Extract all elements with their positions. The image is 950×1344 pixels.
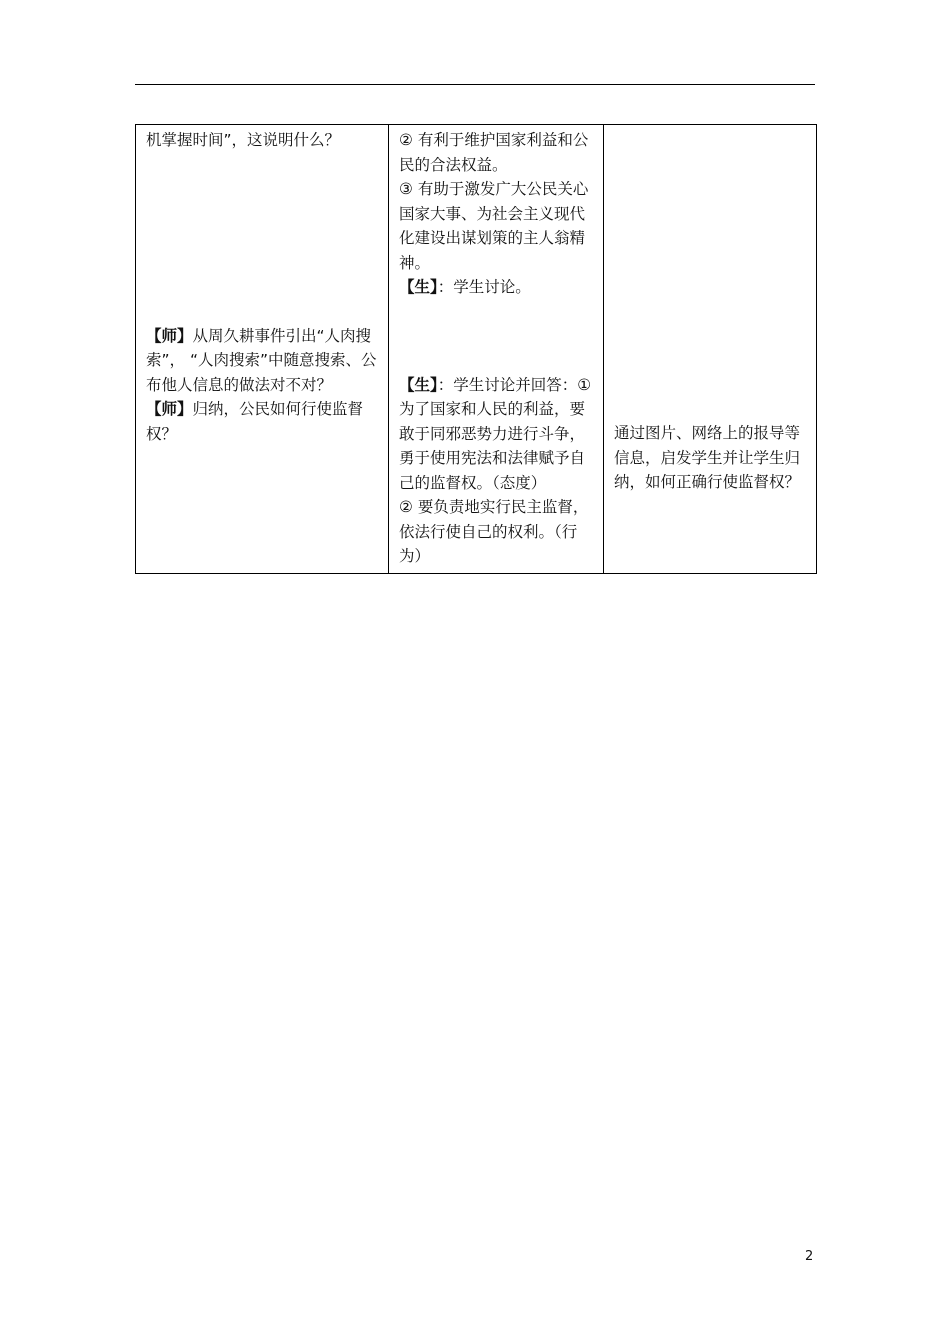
answer-point: ② 有利于维护国家利益和公民的合法权益。 (399, 131, 589, 174)
teacher-tag: 【师】 (146, 326, 193, 345)
student-response (399, 275, 595, 300)
teacher-tag: 【师】 (146, 400, 193, 418)
teacher-prompt-text: 归纳，公民如何行使监督权？ (146, 400, 364, 443)
design-intent-cell (604, 125, 817, 574)
answer-point: ② 要负责地实行民主监督，依法行使自己的权利。（行为） (399, 498, 589, 565)
student-response (399, 373, 595, 496)
student-tag: 【生】 (399, 375, 438, 394)
design-note: 通过图片、网络上的报导等信息，启发学生并让学生归纳，如何正确行使监督权？ (614, 424, 801, 491)
teacher-prompt-text: 从周久耕事件引出“人肉搜索”， “人肉搜索”中随意搜索、公布他人信息的做法对不对？ (146, 326, 377, 394)
student-activity-cell (389, 125, 604, 574)
question-text: 机掌握时间”，这说明什么？ (146, 131, 341, 149)
student-response-text: ：学生讨论并回答：① 为了国家和人民的利益，要敢于同邪恶势力进行斗争，勇于使用宪法和法律赋予自己的监督权。（态度） (399, 375, 592, 492)
teacher-prompt (146, 397, 380, 446)
student-tag: 【生】 (399, 278, 438, 296)
table-row (136, 125, 817, 574)
spacer (614, 128, 808, 421)
teacher-prompt (146, 324, 380, 398)
spacer (399, 300, 595, 373)
header-rule (135, 84, 815, 85)
page-number: 2 (805, 1249, 814, 1264)
lesson-plan-table (135, 124, 817, 574)
student-response-text: ：学生讨论。 (437, 278, 531, 296)
teacher-activity-cell (136, 125, 389, 574)
answer-point: ③ 有助于激发广大公民关心国家大事、为社会主义现代化建设出谋划策的主人翁精神。 (399, 180, 589, 272)
spacer (146, 153, 380, 324)
